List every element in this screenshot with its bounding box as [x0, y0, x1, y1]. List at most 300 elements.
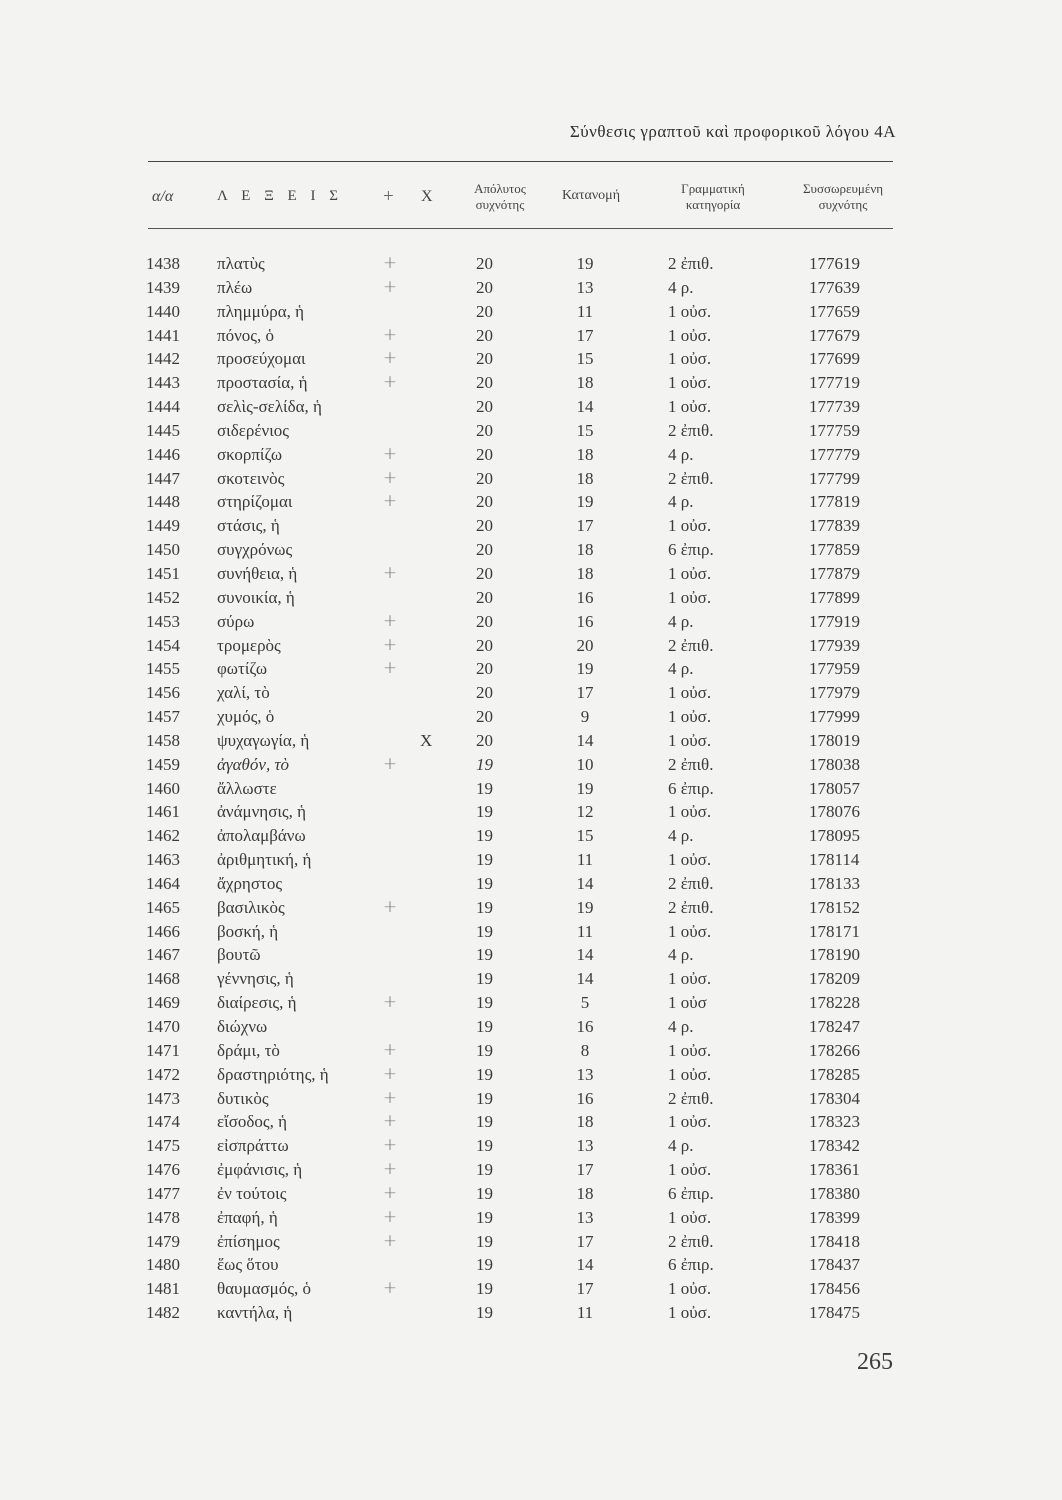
row-distribution: 16 [576, 611, 594, 631]
row-word: τρομερὸς [217, 635, 281, 655]
row-plus-mark: + [382, 896, 398, 917]
row-word: θαυμασμός, ὁ [217, 1279, 311, 1299]
row-cumulative-frequency: 177839 [809, 516, 860, 536]
row-absolute-frequency: 19 [476, 850, 493, 870]
row-absolute-frequency: 19 [476, 1183, 493, 1203]
table-row [0, 681, 1062, 705]
table-row [0, 1063, 1062, 1087]
row-index: 1446 [146, 444, 180, 464]
row-cumulative-frequency: 177919 [809, 611, 860, 631]
row-absolute-frequency: 19 [476, 993, 493, 1013]
row-distribution: 17 [576, 325, 594, 345]
row-index: 1459 [146, 754, 180, 774]
row-index: 1439 [146, 277, 180, 297]
table-row [0, 419, 1062, 443]
row-cumulative-frequency: 177859 [809, 540, 860, 560]
row-grammatical-category: 4 ρ. [668, 945, 694, 965]
row-grammatical-category: 4 ρ. [668, 611, 694, 631]
row-cumulative-frequency: 178437 [809, 1255, 860, 1275]
row-cumulative-frequency: 178342 [809, 1136, 860, 1156]
table-row [0, 920, 1062, 944]
table-row [0, 276, 1062, 300]
row-plus-mark: + [382, 1087, 398, 1108]
row-cumulative-frequency: 178152 [809, 897, 860, 917]
row-absolute-frequency: 20 [476, 611, 493, 631]
table-row [0, 252, 1062, 276]
row-distribution: 14 [576, 969, 594, 989]
row-index: 1452 [146, 587, 180, 607]
table-row [0, 610, 1062, 634]
table-row [0, 1134, 1062, 1158]
row-grammatical-category: 2 ἐπιθ. [668, 897, 714, 917]
row-grammatical-category: 1 οὐσ [668, 993, 707, 1013]
row-cumulative-frequency: 177739 [809, 397, 860, 417]
row-word: πλατὺς [217, 254, 265, 273]
col-header-cumulative-frequency [790, 181, 896, 213]
row-plus-mark: + [382, 348, 398, 369]
row-grammatical-category: 4 ρ. [668, 826, 694, 846]
table-row [0, 657, 1062, 681]
row-grammatical-category: 1 οὐσ. [668, 1303, 712, 1323]
row-grammatical-category: 6 ἐπιρ. [668, 1255, 714, 1275]
row-index: 1465 [146, 897, 180, 917]
row-absolute-frequency: 20 [476, 587, 493, 607]
row-plus-mark: + [382, 253, 398, 273]
row-index: 1443 [146, 373, 180, 393]
table-row [0, 467, 1062, 491]
row-distribution: 8 [580, 1040, 590, 1060]
row-word: ἀριθμητική, ἡ [217, 850, 312, 870]
row-distribution: 20 [576, 635, 594, 655]
row-index: 1468 [146, 969, 180, 989]
row-plus-mark: + [382, 1278, 398, 1299]
row-cumulative-frequency: 178171 [809, 921, 860, 941]
row-distribution: 16 [576, 1017, 594, 1036]
row-cumulative-frequency: 178190 [809, 945, 860, 965]
row-index: 1440 [146, 301, 180, 321]
row-word: συνήθεια, ἡ [217, 563, 298, 583]
col-header-grammatical-category [664, 181, 762, 213]
row-distribution: 18 [576, 444, 594, 464]
row-grammatical-category: 1 οὐσ. [668, 563, 712, 583]
row-absolute-frequency: 19 [476, 802, 493, 822]
row-index: 1479 [146, 1231, 180, 1251]
row-index: 1455 [146, 659, 180, 679]
row-grammatical-category: 4 ρ. [668, 492, 694, 512]
row-plus-mark: + [382, 1159, 398, 1180]
row-plus-mark: + [382, 562, 398, 583]
row-grammatical-category: 4 ρ. [668, 659, 694, 679]
row-grammatical-category: 1 οὐσ. [668, 730, 712, 750]
row-index: 1451 [146, 563, 180, 583]
row-index: 1481 [146, 1279, 180, 1299]
row-cumulative-frequency: 178057 [809, 778, 860, 798]
row-distribution: 11 [576, 1303, 594, 1323]
row-distribution: 13 [576, 1136, 594, 1156]
row-plus-mark: + [382, 1135, 398, 1156]
row-index: 1478 [146, 1207, 180, 1227]
row-distribution: 14 [576, 873, 594, 893]
table-row [0, 800, 1062, 824]
table-row [0, 943, 1062, 967]
row-plus-mark: + [382, 634, 398, 655]
row-word: σκορπίζω [217, 444, 283, 464]
row-word: ἐν τούτοις [217, 1183, 287, 1203]
row-plus-mark: + [382, 1206, 398, 1227]
row-index: 1476 [146, 1160, 180, 1180]
row-absolute-frequency: 19 [476, 1160, 493, 1180]
row-cumulative-frequency: 178133 [809, 873, 860, 893]
header-rule-top [148, 161, 893, 162]
row-cumulative-frequency: 178076 [809, 802, 860, 822]
row-distribution: 16 [576, 1088, 594, 1108]
row-index: 1482 [146, 1303, 180, 1323]
col-header-cumulative-line2: συχνότης [818, 197, 868, 212]
row-distribution: 18 [576, 563, 594, 583]
table-row [0, 777, 1062, 801]
row-index: 1473 [146, 1088, 180, 1108]
row-distribution: 17 [576, 1160, 594, 1180]
row-word: ἐπίσημος [217, 1231, 280, 1251]
row-distribution: 11 [576, 921, 594, 941]
row-absolute-frequency: 20 [476, 325, 493, 345]
page-number: 265 [857, 1349, 893, 1375]
row-cumulative-frequency: 178399 [809, 1207, 860, 1227]
row-word: καντήλα, ἡ [217, 1303, 293, 1323]
row-distribution: 17 [576, 516, 594, 536]
row-cumulative-frequency: 177979 [809, 683, 860, 703]
row-distribution: 15 [576, 349, 594, 369]
row-cumulative-frequency: 177759 [809, 420, 860, 440]
table-row [0, 729, 1062, 753]
row-distribution: 9 [580, 707, 590, 727]
row-cumulative-frequency: 177699 [809, 349, 860, 369]
row-grammatical-category: 4 ρ. [668, 277, 694, 297]
table-row [0, 1253, 1062, 1277]
row-grammatical-category: 1 οὐσ. [668, 1040, 712, 1060]
row-absolute-frequency: 20 [476, 659, 493, 679]
table-row [0, 1158, 1062, 1182]
row-distribution: 17 [576, 1231, 594, 1251]
row-cumulative-frequency: 178361 [809, 1160, 860, 1180]
row-word: χαλί, τὸ [217, 683, 270, 703]
col-header-grammatical-line1: Γραμματική [681, 181, 745, 196]
row-word: σκοτεινὸς [217, 468, 285, 488]
row-index: 1441 [146, 325, 180, 345]
row-word: στάσις, ἡ [217, 516, 280, 536]
table-row [0, 872, 1062, 896]
row-index: 1462 [146, 826, 180, 846]
row-word: δυτικὸς [217, 1088, 269, 1108]
row-index: 1471 [146, 1040, 180, 1060]
row-word: εἰσπράττω [217, 1136, 289, 1156]
row-absolute-frequency: 20 [476, 730, 493, 750]
row-grammatical-category: 1 οὐσ. [668, 802, 712, 822]
row-plus-mark: + [382, 992, 398, 1013]
row-absolute-frequency: 19 [476, 1064, 493, 1084]
table-row [0, 705, 1062, 729]
row-grammatical-category: 1 οὐσ. [668, 850, 712, 870]
row-plus-mark: + [382, 467, 398, 488]
row-grammatical-category: 2 ἐπιθ. [668, 754, 714, 774]
row-word: πόνος, ὁ [217, 325, 275, 345]
row-absolute-frequency: 20 [476, 635, 493, 655]
row-cumulative-frequency: 178247 [809, 1017, 860, 1036]
row-grammatical-category: 1 οὐσ. [668, 516, 712, 536]
row-cumulative-frequency: 177659 [809, 301, 860, 321]
row-word: ἄλλωστε [217, 778, 277, 798]
row-word: ἀγαθόν, τὸ [217, 754, 290, 774]
col-header-absolute-frequency-line1: Απόλυτος [474, 181, 526, 196]
table-row [0, 395, 1062, 419]
row-word: χυμός, ὁ [217, 707, 275, 727]
row-distribution: 11 [576, 301, 594, 321]
row-word: σελὶς-σελίδα, ἡ [217, 397, 322, 417]
row-absolute-frequency: 20 [476, 707, 493, 727]
row-absolute-frequency: 19 [476, 1017, 493, 1036]
row-absolute-frequency: 19 [476, 1255, 493, 1275]
row-distribution: 15 [576, 826, 594, 846]
col-header-absolute-frequency-line2: συχνότης [475, 197, 525, 212]
col-header-words: Λ Ε Ξ Ε Ι Σ [217, 188, 343, 204]
table-row [0, 1110, 1062, 1134]
row-word: συγχρόνως [217, 540, 293, 560]
row-cumulative-frequency: 177679 [809, 325, 860, 345]
row-grammatical-category: 1 οὐσ. [668, 969, 712, 989]
table-row [0, 324, 1062, 348]
row-index: 1453 [146, 611, 180, 631]
row-cumulative-frequency: 178228 [809, 993, 860, 1013]
row-distribution: 14 [576, 397, 594, 417]
row-absolute-frequency: 19 [476, 969, 493, 989]
row-distribution: 14 [576, 1255, 594, 1275]
row-distribution: 18 [576, 1183, 594, 1203]
row-word: ἄχρηστος [217, 873, 283, 893]
row-index: 1480 [146, 1255, 180, 1275]
word-frequency-table [0, 252, 1062, 1325]
row-word: ἀνάμνησις, ἡ [217, 802, 307, 822]
row-word: σιδερένιος [217, 420, 290, 440]
row-absolute-frequency: 20 [476, 492, 493, 512]
row-word: πλέω [217, 277, 253, 297]
row-index: 1456 [146, 683, 180, 703]
row-word: προστασία, ἡ [217, 373, 308, 393]
row-cumulative-frequency: 177999 [809, 707, 860, 727]
row-index: 1463 [146, 850, 180, 870]
header-rule-bottom [148, 228, 893, 229]
row-plus-mark: + [382, 443, 398, 464]
row-word: δράμι, τὸ [217, 1040, 280, 1060]
col-header-absolute-frequency [454, 181, 546, 213]
row-distribution: 18 [576, 468, 594, 488]
row-grammatical-category: 2 ἐπιθ. [668, 254, 714, 273]
row-cumulative-frequency: 177799 [809, 468, 860, 488]
row-index: 1469 [146, 993, 180, 1013]
row-cumulative-frequency: 177639 [809, 277, 860, 297]
row-word: ψυχαγωγία, ἡ [217, 730, 310, 750]
row-absolute-frequency: 20 [476, 254, 493, 273]
row-word: προσεύχομαι [217, 349, 306, 369]
table-row [0, 371, 1062, 395]
row-cumulative-frequency: 177879 [809, 563, 860, 583]
row-absolute-frequency: 19 [476, 1303, 493, 1323]
row-distribution: 19 [576, 897, 594, 917]
row-grammatical-category: 2 ἐπιθ. [668, 468, 714, 488]
row-cumulative-frequency: 178285 [809, 1064, 860, 1084]
row-grammatical-category: 2 ἐπιθ. [668, 873, 714, 893]
row-absolute-frequency: 20 [476, 420, 493, 440]
row-cumulative-frequency: 178380 [809, 1183, 860, 1203]
row-word: διαίρεσις, ἡ [217, 993, 297, 1013]
row-grammatical-category: 2 ἐπιθ. [668, 420, 714, 440]
row-absolute-frequency: 19 [476, 1088, 493, 1108]
row-absolute-frequency: 20 [476, 349, 493, 369]
row-grammatical-category: 1 οὐσ. [668, 921, 712, 941]
row-cumulative-frequency: 178456 [809, 1279, 860, 1299]
row-index: 1466 [146, 921, 180, 941]
table-row [0, 490, 1062, 514]
table-row [0, 634, 1062, 658]
row-word: εἴσοδος, ἡ [217, 1112, 288, 1132]
row-plus-mark: + [382, 610, 398, 631]
row-plus-mark: + [382, 658, 398, 679]
col-header-cumulative-line1: Συσσωρευμένη [802, 181, 884, 196]
table-row [0, 514, 1062, 538]
row-word: συνοικία, ἡ [217, 587, 295, 607]
row-cumulative-frequency: 178114 [809, 850, 860, 870]
row-absolute-frequency: 20 [476, 516, 493, 536]
table-row [0, 1087, 1062, 1111]
row-grammatical-category: 1 οὐσ. [668, 1279, 712, 1299]
row-plus-mark: + [382, 1111, 398, 1132]
col-header-x: Χ [421, 188, 433, 205]
row-index: 1477 [146, 1183, 180, 1203]
row-plus-mark: + [382, 491, 398, 512]
row-distribution: 14 [576, 730, 594, 750]
row-word: φωτίζω [217, 659, 268, 679]
row-grammatical-category: 6 ἐπιρ. [668, 540, 714, 560]
row-distribution: 15 [576, 420, 594, 440]
row-grammatical-category: 1 οὐσ. [668, 1160, 712, 1180]
table-row [0, 848, 1062, 872]
row-cumulative-frequency: 178095 [809, 826, 860, 846]
col-header-grammatical-line2: κατηγορία [685, 197, 741, 212]
row-index: 1464 [146, 873, 180, 893]
row-distribution: 19 [576, 492, 594, 512]
table-row [0, 1039, 1062, 1063]
row-cumulative-frequency: 177959 [809, 659, 860, 679]
table-row [0, 443, 1062, 467]
row-index: 1458 [146, 730, 180, 750]
table-row [0, 896, 1062, 920]
row-grammatical-category: 4 ρ. [668, 444, 694, 464]
row-index: 1457 [146, 707, 180, 727]
table-row [0, 753, 1062, 777]
row-word: ἀπολαμβάνω [217, 826, 306, 846]
row-index: 1438 [146, 254, 180, 273]
row-word: σύρω [217, 611, 255, 631]
row-distribution: 13 [576, 1064, 594, 1084]
row-absolute-frequency: 19 [476, 873, 493, 893]
row-distribution: 16 [576, 587, 594, 607]
table-row [0, 562, 1062, 586]
table-row [0, 1277, 1062, 1301]
row-index: 1472 [146, 1064, 180, 1084]
row-cumulative-frequency: 177819 [809, 492, 860, 512]
row-distribution: 11 [576, 850, 594, 870]
row-cumulative-frequency: 177719 [809, 373, 860, 393]
row-grammatical-category: 1 οὐσ. [668, 373, 712, 393]
row-cumulative-frequency: 177619 [809, 254, 860, 273]
row-grammatical-category: 1 οὐσ. [668, 707, 712, 727]
row-absolute-frequency: 19 [476, 754, 493, 774]
row-cumulative-frequency: 178038 [809, 754, 860, 774]
row-cumulative-frequency: 178475 [809, 1303, 860, 1323]
row-grammatical-category: 1 οὐσ. [668, 683, 712, 703]
row-word: βασιλικὸς [217, 897, 285, 917]
row-cumulative-frequency: 178266 [809, 1040, 860, 1060]
row-word: διώχνω [217, 1017, 268, 1036]
row-distribution: 18 [576, 373, 594, 393]
row-word: ἕως ὅτου [217, 1255, 279, 1275]
table-row [0, 1301, 1062, 1325]
row-word: ἐπαφή, ἡ [217, 1207, 278, 1227]
row-index: 1454 [146, 635, 180, 655]
row-absolute-frequency: 19 [476, 897, 493, 917]
table-row [0, 1015, 1062, 1039]
row-grammatical-category: 1 οὐσ. [668, 1112, 712, 1132]
row-plus-mark: + [382, 1063, 398, 1084]
row-grammatical-category: 2 ἐπιθ. [668, 1088, 714, 1108]
row-absolute-frequency: 20 [476, 444, 493, 464]
row-absolute-frequency: 19 [476, 1136, 493, 1156]
row-word: ἐμφάνισις, ἡ [217, 1160, 303, 1180]
row-cumulative-frequency: 178323 [809, 1112, 860, 1132]
row-cumulative-frequency: 178209 [809, 969, 860, 989]
table-row [0, 824, 1062, 848]
row-grammatical-category: 1 οὐσ. [668, 587, 712, 607]
row-distribution: 12 [576, 802, 594, 822]
row-index: 1450 [146, 540, 180, 560]
row-index: 1474 [146, 1112, 180, 1132]
row-distribution: 17 [576, 683, 594, 703]
row-absolute-frequency: 20 [476, 683, 493, 703]
row-cumulative-frequency: 177939 [809, 635, 860, 655]
table-row [0, 538, 1062, 562]
row-cumulative-frequency: 177779 [809, 444, 860, 464]
row-absolute-frequency: 20 [476, 277, 493, 297]
row-word: στηρίζομαι [217, 492, 293, 512]
row-grammatical-category: 6 ἐπιρ. [668, 1183, 714, 1203]
row-index: 1461 [146, 802, 180, 822]
row-distribution: 13 [576, 1207, 594, 1227]
row-word: βουτῶ [217, 945, 261, 965]
row-plus-mark: + [382, 753, 398, 774]
row-x-mark: Χ [420, 730, 433, 750]
row-word: δραστηριότης, ἡ [217, 1064, 329, 1084]
row-absolute-frequency: 19 [476, 1231, 493, 1251]
row-absolute-frequency: 20 [476, 468, 493, 488]
row-absolute-frequency: 19 [476, 945, 493, 965]
row-grammatical-category: 1 οὐσ. [668, 1207, 712, 1227]
col-header-distribution: Κατανομή [561, 188, 621, 203]
row-index: 1448 [146, 492, 180, 512]
row-word: πλημμύρα, ἡ [217, 301, 304, 321]
row-absolute-frequency: 19 [476, 1279, 493, 1299]
row-grammatical-category: 1 οὐσ. [668, 1064, 712, 1084]
row-absolute-frequency: 19 [476, 1040, 493, 1060]
row-plus-mark: + [382, 324, 398, 345]
